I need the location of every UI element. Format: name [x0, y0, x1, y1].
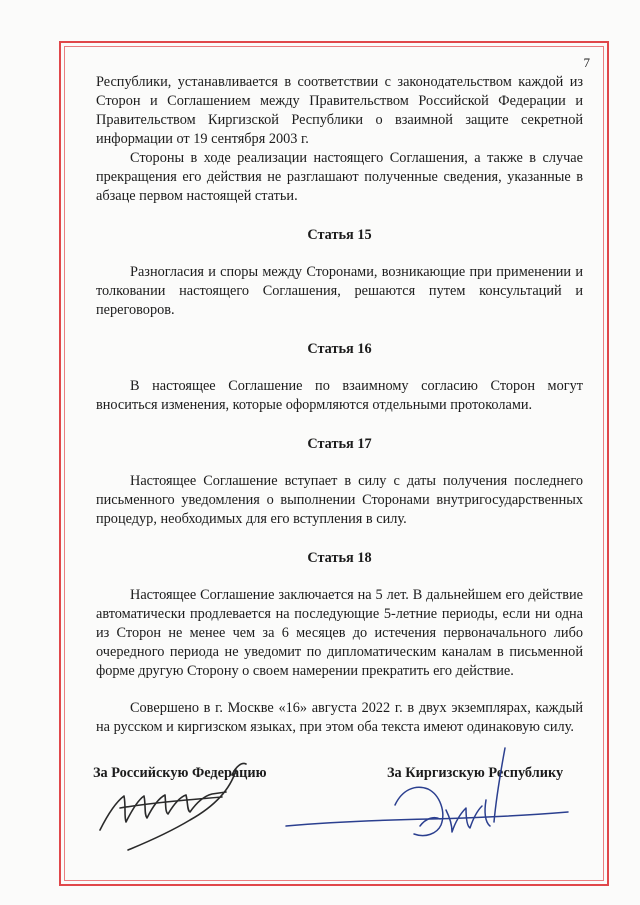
article-17-text: Настоящее Соглашение вступает в силу с даты получения последнего письменного уведомления о выполнении Сторонами внутригосударственных процедур, необходимых для его вступления в силу.: [96, 473, 583, 527]
paragraph-continued: Республики, устанавливается в соответствии с законодательством каждой из Сторон и Соглашением между Правительством Российской Федерации и Правительством Киргизской Республики о взаимной защите секретной информации от 19 сентября 2003 г.: [96, 74, 583, 147]
article-16-text: В настоящее Соглашение по взаимному согласию Сторон могут вноситься изменения, которые оформляются отдельными протоколами.: [96, 378, 583, 413]
signature-label-kyrgyzstan: За Киргизскую Республику: [387, 765, 564, 781]
article-15-text: Разногласия и споры между Сторонами, возникающие при применении и толковании настоящего Соглашения, решаются путем консультаций и переговоров.: [96, 264, 583, 318]
article-18-text: Настоящее Соглашение заключается на 5 лет. В дальнейшем его действие автоматически продлевается на последующие 5-летние периоды, если ни одна из Сторон не менее чем за 6 месяцев до истечения первоначального либо очередного периода не уведомит по дипломатическим каналам в письменной форме другую Сторону о своем намерении прекратить его действие.: [96, 587, 583, 679]
paragraph-confidentiality: Стороны в ходе реализации настоящего Соглашения, а также в случае прекращения его действия не разглашают полученные сведения, указанные в абзаце первом настоящей статьи.: [96, 150, 583, 204]
article-16-heading: Статья 16: [307, 341, 372, 357]
closing-paragraph: Совершено в г. Москве «16» августа 2022 г. в двух экземплярах, каждый на русском и киргизском языках, при этом оба текста имеют одинаковую силу.: [96, 700, 583, 735]
article-18-heading: Статья 18: [307, 550, 372, 566]
article-15-heading: Статья 15: [307, 227, 372, 243]
document-body: [96, 73, 583, 737]
signature-label-russia: За Российскую Федерацию: [93, 765, 267, 781]
article-17-heading: Статья 17: [307, 436, 372, 452]
page-number: 7: [583, 55, 590, 70]
